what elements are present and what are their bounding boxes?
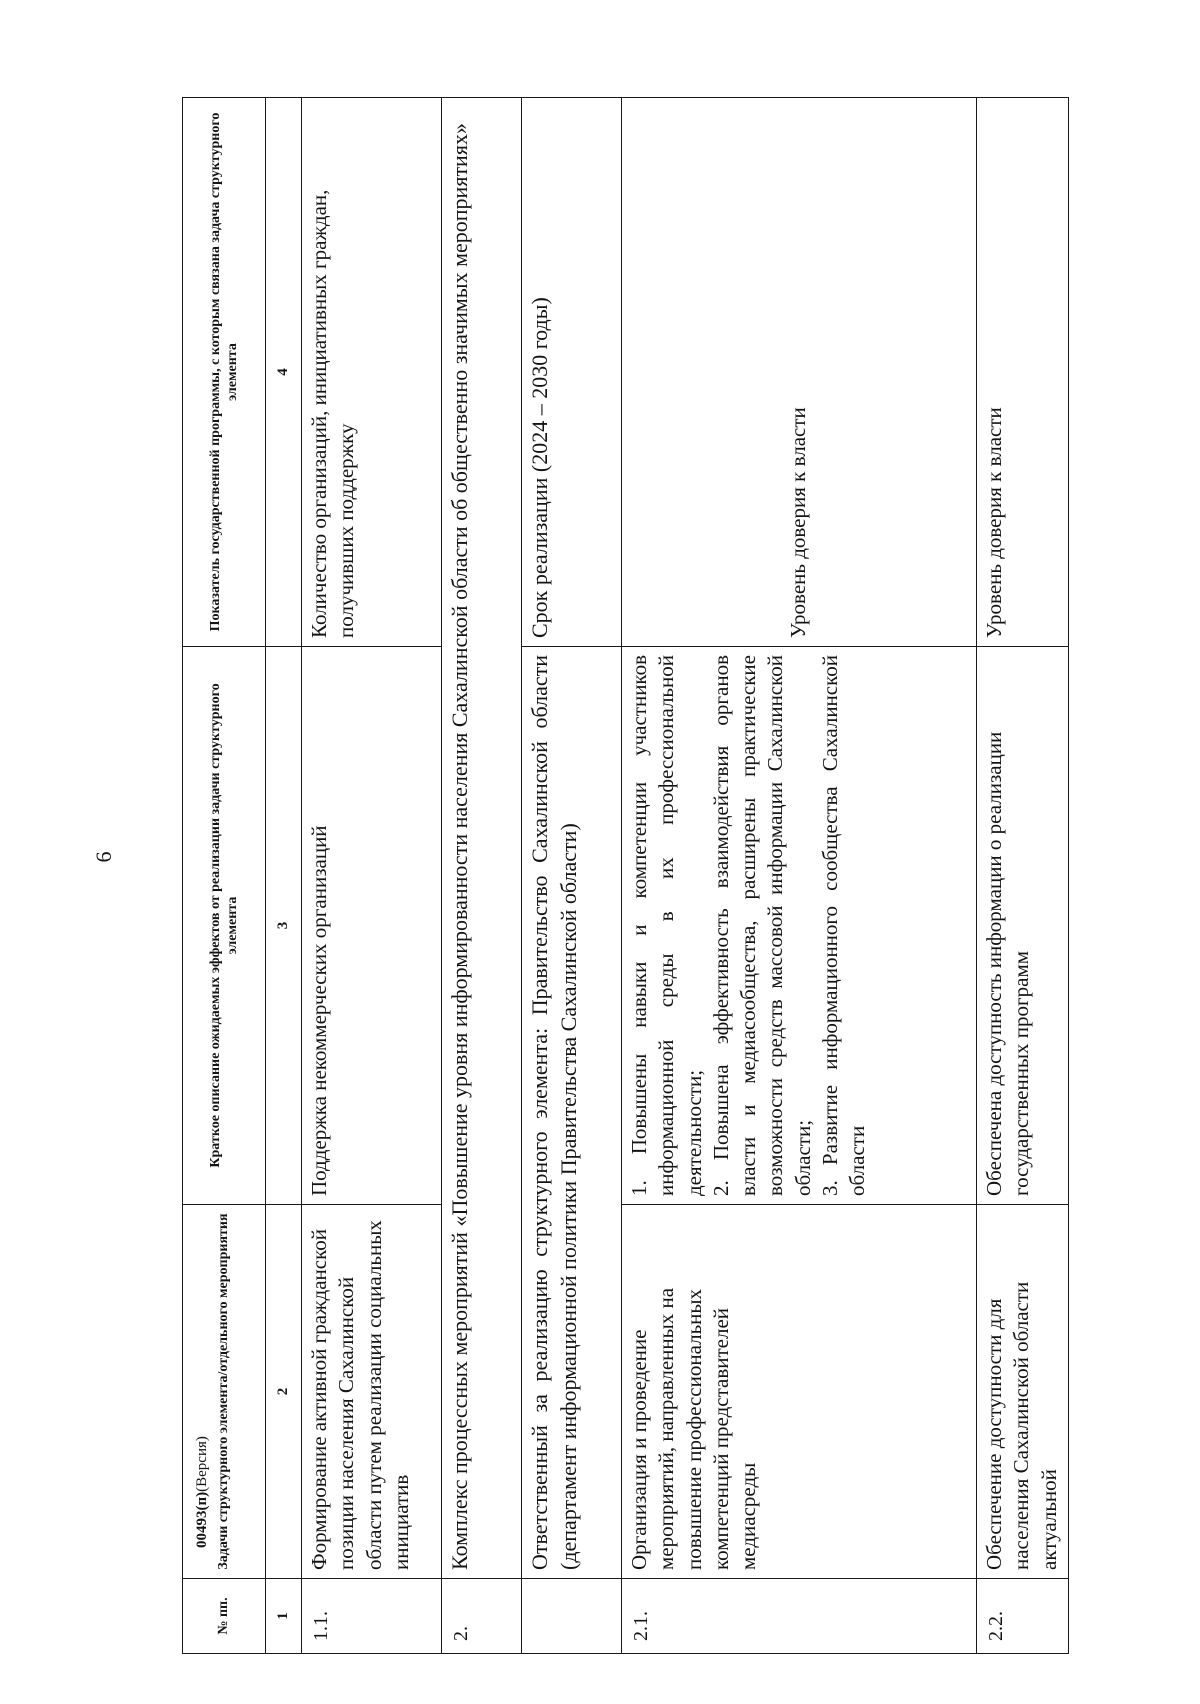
- effect-item: 3. Развитие информационного сообщества Сахалинской области: [818, 655, 870, 1196]
- effect-item: 2. Повышена эффективность взаимодействия органов власти и медиасообщества, расширены практические возможности средств массовой информации Сахалинской области;: [708, 655, 815, 1196]
- indicator-cell: Количество организаций, инициативных граждан, получивших поддержку: [302, 98, 442, 647]
- row-number: 2.1.: [622, 1579, 977, 1654]
- row-number: 1.1.: [302, 1579, 442, 1654]
- row-number: 2.2.: [977, 1579, 1069, 1654]
- indicator-cell: Уровень доверия к власти: [622, 98, 977, 647]
- section-row: [442, 98, 522, 1654]
- footer-document-code: [190, 1348, 214, 1548]
- footer-code-bold: 00493(п): [194, 1491, 210, 1548]
- footer-code-version: (Версия): [194, 1436, 210, 1492]
- effects-list-cell: [622, 647, 977, 1205]
- task-cell: Формирование активной гражданской позиции населения Сахалинской области путем реализации социальных инициатив: [302, 1205, 442, 1579]
- column-number: 2: [266, 1205, 302, 1579]
- empty-cell: [522, 1579, 622, 1654]
- task-cell: Обеспечение доступности для населения Сахалинской области актуальной: [977, 1205, 1069, 1579]
- table-row: [977, 98, 1069, 1654]
- table-row: [622, 98, 977, 1654]
- column-number: 4: [266, 98, 302, 647]
- header-tasks: Задачи структурного элемента/отдельного мероприятия: [183, 1205, 266, 1579]
- header-num: № пп.: [183, 1579, 266, 1654]
- page-number: 6: [91, 851, 116, 863]
- responsible-row: [522, 98, 622, 1654]
- header-effects: Краткое описание ожидаемых эффектов от реализации задачи структурного элемента: [183, 647, 266, 1205]
- period-cell: Срок реализации (2024 – 2030 годы): [522, 98, 622, 647]
- task-cell: Организация и проведение мероприятий, направленных на повышение профессиональных компетенций представителей медиасреды: [622, 1205, 977, 1579]
- column-number: 1: [266, 1579, 302, 1654]
- effect-cell: Обеспечена доступность информации о реализации государственных программ: [977, 647, 1069, 1205]
- rotated-table-container: [182, 98, 1068, 1654]
- section-title: Комплекс процессных мероприятий «Повышение уровня информированности населения Сахалинской области об общественно значимых мероприятиях»: [442, 98, 522, 1579]
- indicator-cell: Уровень доверия к власти: [977, 98, 1069, 647]
- header-indicator: Показатель государственной программы, с которым связана задача структурного элемента: [183, 98, 266, 647]
- measures-table: [182, 97, 1069, 1654]
- table-row: [302, 98, 442, 1654]
- effect-cell: Поддержка некоммерческих организаций: [302, 647, 442, 1205]
- column-numbers-row: [266, 98, 302, 1654]
- effect-item: 1. Повышены навыки и компетенции участников информационной среды в их профессиональной деятельности;: [627, 655, 706, 1196]
- column-number: 3: [266, 647, 302, 1205]
- responsible-cell: Ответственный за реализацию структурного элемента: Правительство Сахалинской области (департамент информационной политики Правительства Сахалинской области): [522, 647, 622, 1579]
- row-number: 2.: [442, 1579, 522, 1654]
